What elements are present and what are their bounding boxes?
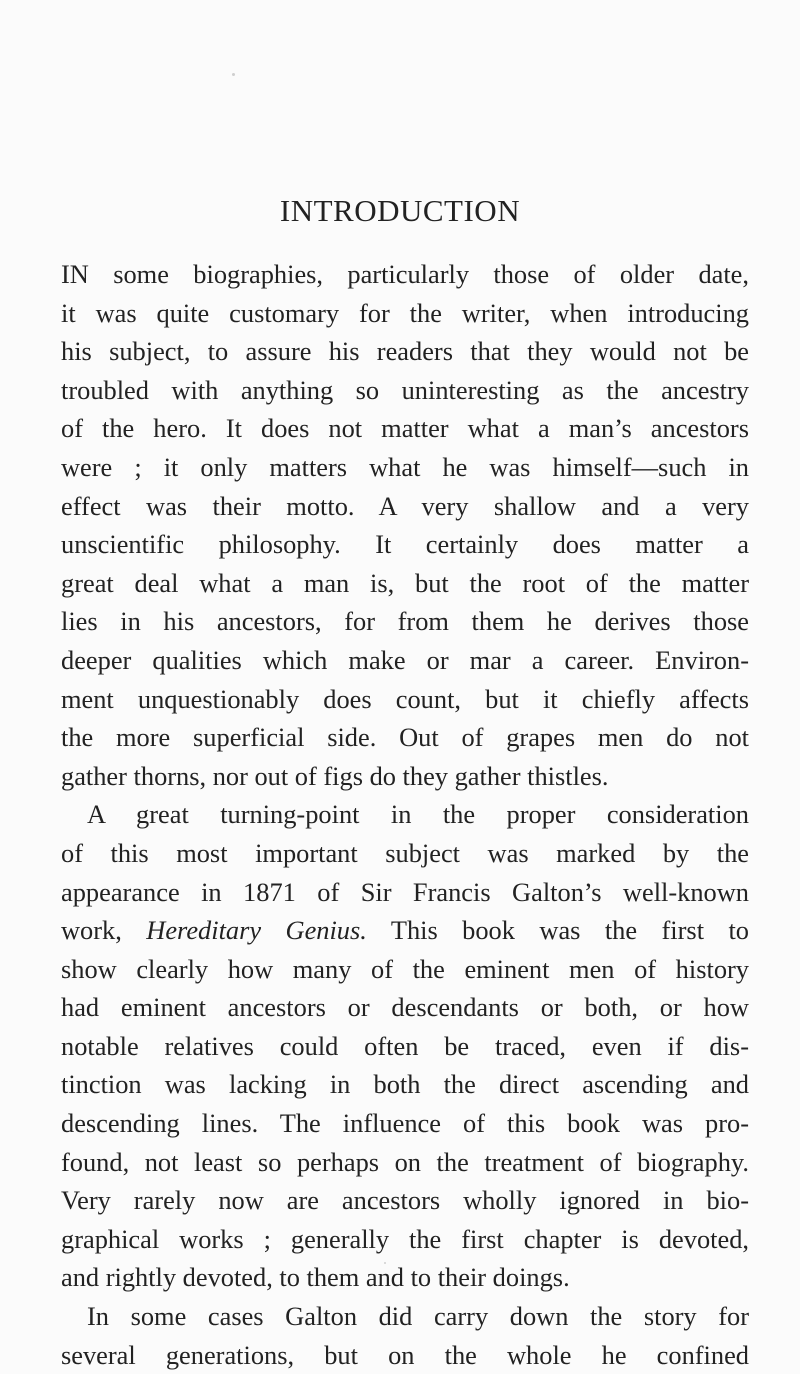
text-line: were ; it only matters what he was himself—such in [61, 451, 749, 482]
text-line: lies in his ancestors, for from them he derives those [61, 606, 749, 637]
text-line: notable relatives could often be traced, even if dis- [61, 1030, 749, 1061]
text-line: had eminent ancestors or descendants or both, or how [61, 992, 749, 1023]
text-line: the more superficial side. Out of grapes men do not [61, 722, 749, 753]
text-line: of this most important subject was marked by the [61, 837, 749, 868]
text-line: unscientific philosophy. It certainly does matter a [61, 529, 749, 560]
text-line: A great turning-point in the proper consideration [87, 799, 749, 830]
text-line: ment unquestionably does count, but it chiefly affects [61, 683, 749, 714]
book-title: Hereditary Genius. [146, 915, 367, 946]
text-line: it was quite customary for the writer, when introducing [61, 297, 749, 328]
text-fragment: This book was the first to [366, 915, 749, 946]
chapter-heading: INTRODUCTION [279, 193, 521, 228]
text-line: In some cases Galton did carry down the story for [87, 1301, 749, 1332]
text-line: troubled with anything so uninteresting as the ancestry [61, 374, 749, 405]
body-text [61, 255, 749, 1374]
text-line: effect was their motto. A very shallow and a very [61, 490, 749, 521]
text-line: tinction was lacking in both the direct ascending and [61, 1069, 749, 1100]
text-line: show clearly how many of the eminent men of history [61, 953, 749, 984]
text-line: gather thorns, nor out of figs do they gather thistles. [61, 760, 609, 791]
text-line: found, not least so perhaps on the treatment of biography. [61, 1146, 749, 1177]
text-line: appearance in 1871 of Sir Francis Galton’s well-known [61, 876, 749, 907]
text-line [61, 911, 749, 950]
text-line: several generations, but on the whole he confined [61, 1339, 749, 1370]
text-line: descending lines. The influence of this book was pro- [61, 1108, 749, 1139]
text-line: graphical works ; generally the first chapter is devoted, [61, 1223, 749, 1254]
text-fragment: work, [61, 915, 147, 946]
text-line: his subject, to assure his readers that they would not be [61, 336, 749, 367]
text-line: deeper qualities which make or mar a career. Environ- [61, 644, 749, 675]
text-line: IN some biographies, particularly those of older date, [61, 259, 749, 289]
text-line: Very rarely now are ancestors wholly ignored in bio- [61, 1185, 749, 1216]
text-line: great deal what a man is, but the root of the matter [61, 567, 749, 598]
text-line: of the hero. It does not matter what a man’s ancestors [61, 413, 749, 444]
text-line: and rightly devoted, to them and to their doings. [61, 1262, 570, 1293]
paper-speck [232, 73, 235, 76]
